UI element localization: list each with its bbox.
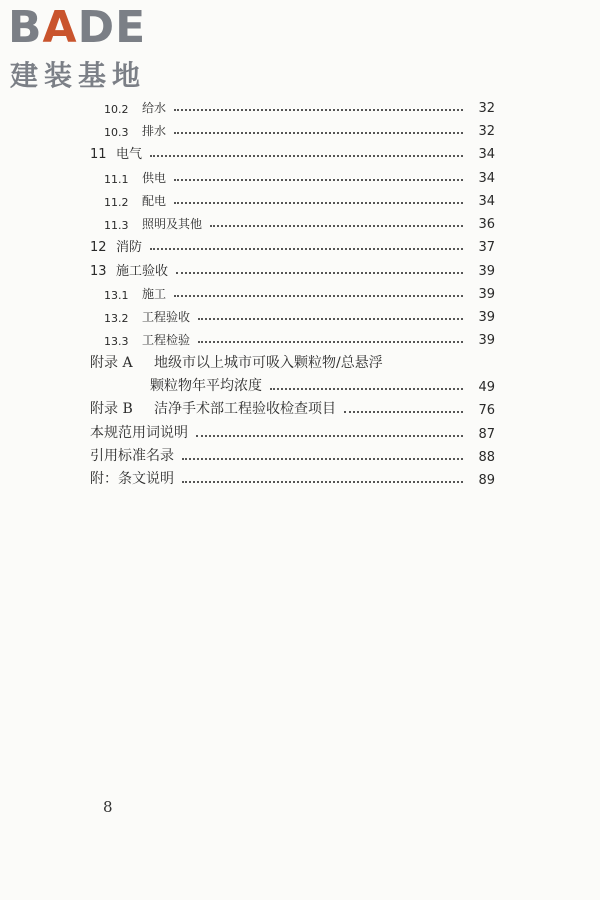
toc-leader	[198, 318, 463, 320]
toc-leader	[174, 132, 463, 134]
toc-entry-number: 13.3	[104, 335, 129, 348]
toc-entry-number: 10.3	[104, 126, 129, 139]
toc-entry[interactable]	[90, 420, 495, 442]
toc-entry-number: 11.1	[104, 173, 129, 186]
toc-leader	[270, 388, 463, 390]
appendix-a-title-line2: 颗粒物年平均浓度	[150, 378, 262, 394]
toc-entry[interactable]	[90, 117, 495, 139]
appendix-a-label: 附录 A	[90, 355, 133, 371]
appendix-a-title-line1: 地级市以上城市可吸入颗粒物/总悬浮	[154, 355, 383, 371]
toc-entry-number: 13	[90, 264, 107, 279]
toc-entry-title: 施工验收	[116, 264, 169, 279]
toc-entry[interactable]	[90, 280, 495, 302]
toc-entry-number: 11.2	[104, 196, 129, 209]
toc-entry-page: 89	[478, 473, 495, 488]
toc-entry-title: 附：条文说明	[90, 471, 174, 487]
toc-entry-page: 34	[478, 194, 495, 209]
toc-entry-number: 11	[90, 147, 107, 162]
toc-leader	[150, 248, 463, 250]
toc-entry-page: 34	[478, 171, 495, 186]
toc-entry-title: 施工	[142, 287, 167, 301]
logo	[8, 4, 178, 94]
toc-leader	[210, 225, 463, 227]
page-number: 8	[103, 798, 113, 816]
toc-entry[interactable]	[90, 466, 495, 488]
toc-leader	[182, 481, 463, 483]
toc-entry-number: 12	[90, 240, 107, 255]
toc-entry-number: 13.2	[104, 312, 129, 325]
toc-entry-number: 11.3	[104, 219, 129, 232]
toc-entry-page: 37	[478, 240, 495, 255]
toc-entry-title: 本规范用词说明	[90, 425, 188, 441]
logo-subtitle: 建装基地	[10, 59, 147, 92]
appendix-b-title: 洁净手术部工程验收检查项目	[154, 401, 336, 417]
toc-entry[interactable]	[90, 140, 495, 162]
toc-entry-title: 工程检验	[142, 333, 191, 347]
toc-appendix-a[interactable]	[90, 350, 495, 372]
toc-entry[interactable]	[90, 233, 495, 255]
toc-entry-number: 10.2	[104, 103, 129, 116]
toc-appendix-a-continued[interactable]	[150, 373, 495, 395]
toc-entry-page: 39	[478, 287, 495, 302]
toc-entry[interactable]	[90, 326, 495, 348]
toc-entry[interactable]	[90, 257, 495, 279]
toc-entry[interactable]	[90, 443, 495, 465]
toc-leader	[198, 341, 463, 343]
toc-leader	[176, 272, 463, 274]
appendix-b-page: 76	[478, 403, 495, 418]
toc-entry-number: 13.1	[104, 289, 129, 302]
toc-entry-title: 照明及其他	[142, 217, 203, 231]
toc-entry-page: 88	[478, 450, 495, 465]
toc-entry-page: 36	[478, 217, 495, 232]
toc-entry-title: 消防	[116, 240, 143, 255]
toc-leader	[182, 458, 463, 460]
toc-leader	[174, 295, 463, 297]
appendix-b-label: 附录 B	[90, 401, 133, 417]
toc-entry[interactable]	[90, 210, 495, 232]
toc-entry-title: 引用标准名录	[90, 448, 174, 464]
toc-entry[interactable]	[90, 187, 495, 209]
toc-leader	[174, 179, 463, 181]
toc-leader	[150, 155, 463, 157]
toc-entry[interactable]	[90, 303, 495, 325]
toc-leader	[174, 202, 463, 204]
toc-leader	[196, 435, 463, 437]
toc-entry-title: 给水	[142, 101, 167, 115]
toc-entry-title: 配电	[142, 194, 167, 208]
toc-entry-title: 排水	[142, 124, 167, 138]
toc-entry[interactable]	[90, 94, 495, 116]
toc-entry-page: 32	[478, 124, 495, 139]
toc-entry-title: 电气	[116, 147, 143, 162]
toc-entry-page: 39	[478, 333, 495, 348]
toc-entry-page: 39	[478, 310, 495, 325]
toc-entry-page: 39	[478, 264, 495, 279]
toc-entry-page: 34	[478, 147, 495, 162]
toc-entry-page: 87	[478, 427, 495, 442]
toc-leader	[174, 109, 463, 111]
toc-entry-title: 工程验收	[142, 310, 191, 324]
toc-entry-title: 供电	[142, 171, 167, 185]
toc-leader	[344, 411, 463, 413]
toc-appendix-b[interactable]	[90, 396, 495, 418]
appendix-a-page: 49	[478, 380, 495, 395]
toc-entry-page: 32	[478, 101, 495, 116]
toc-entry[interactable]	[90, 164, 495, 186]
logo-wordmark: BADE	[8, 2, 147, 53]
